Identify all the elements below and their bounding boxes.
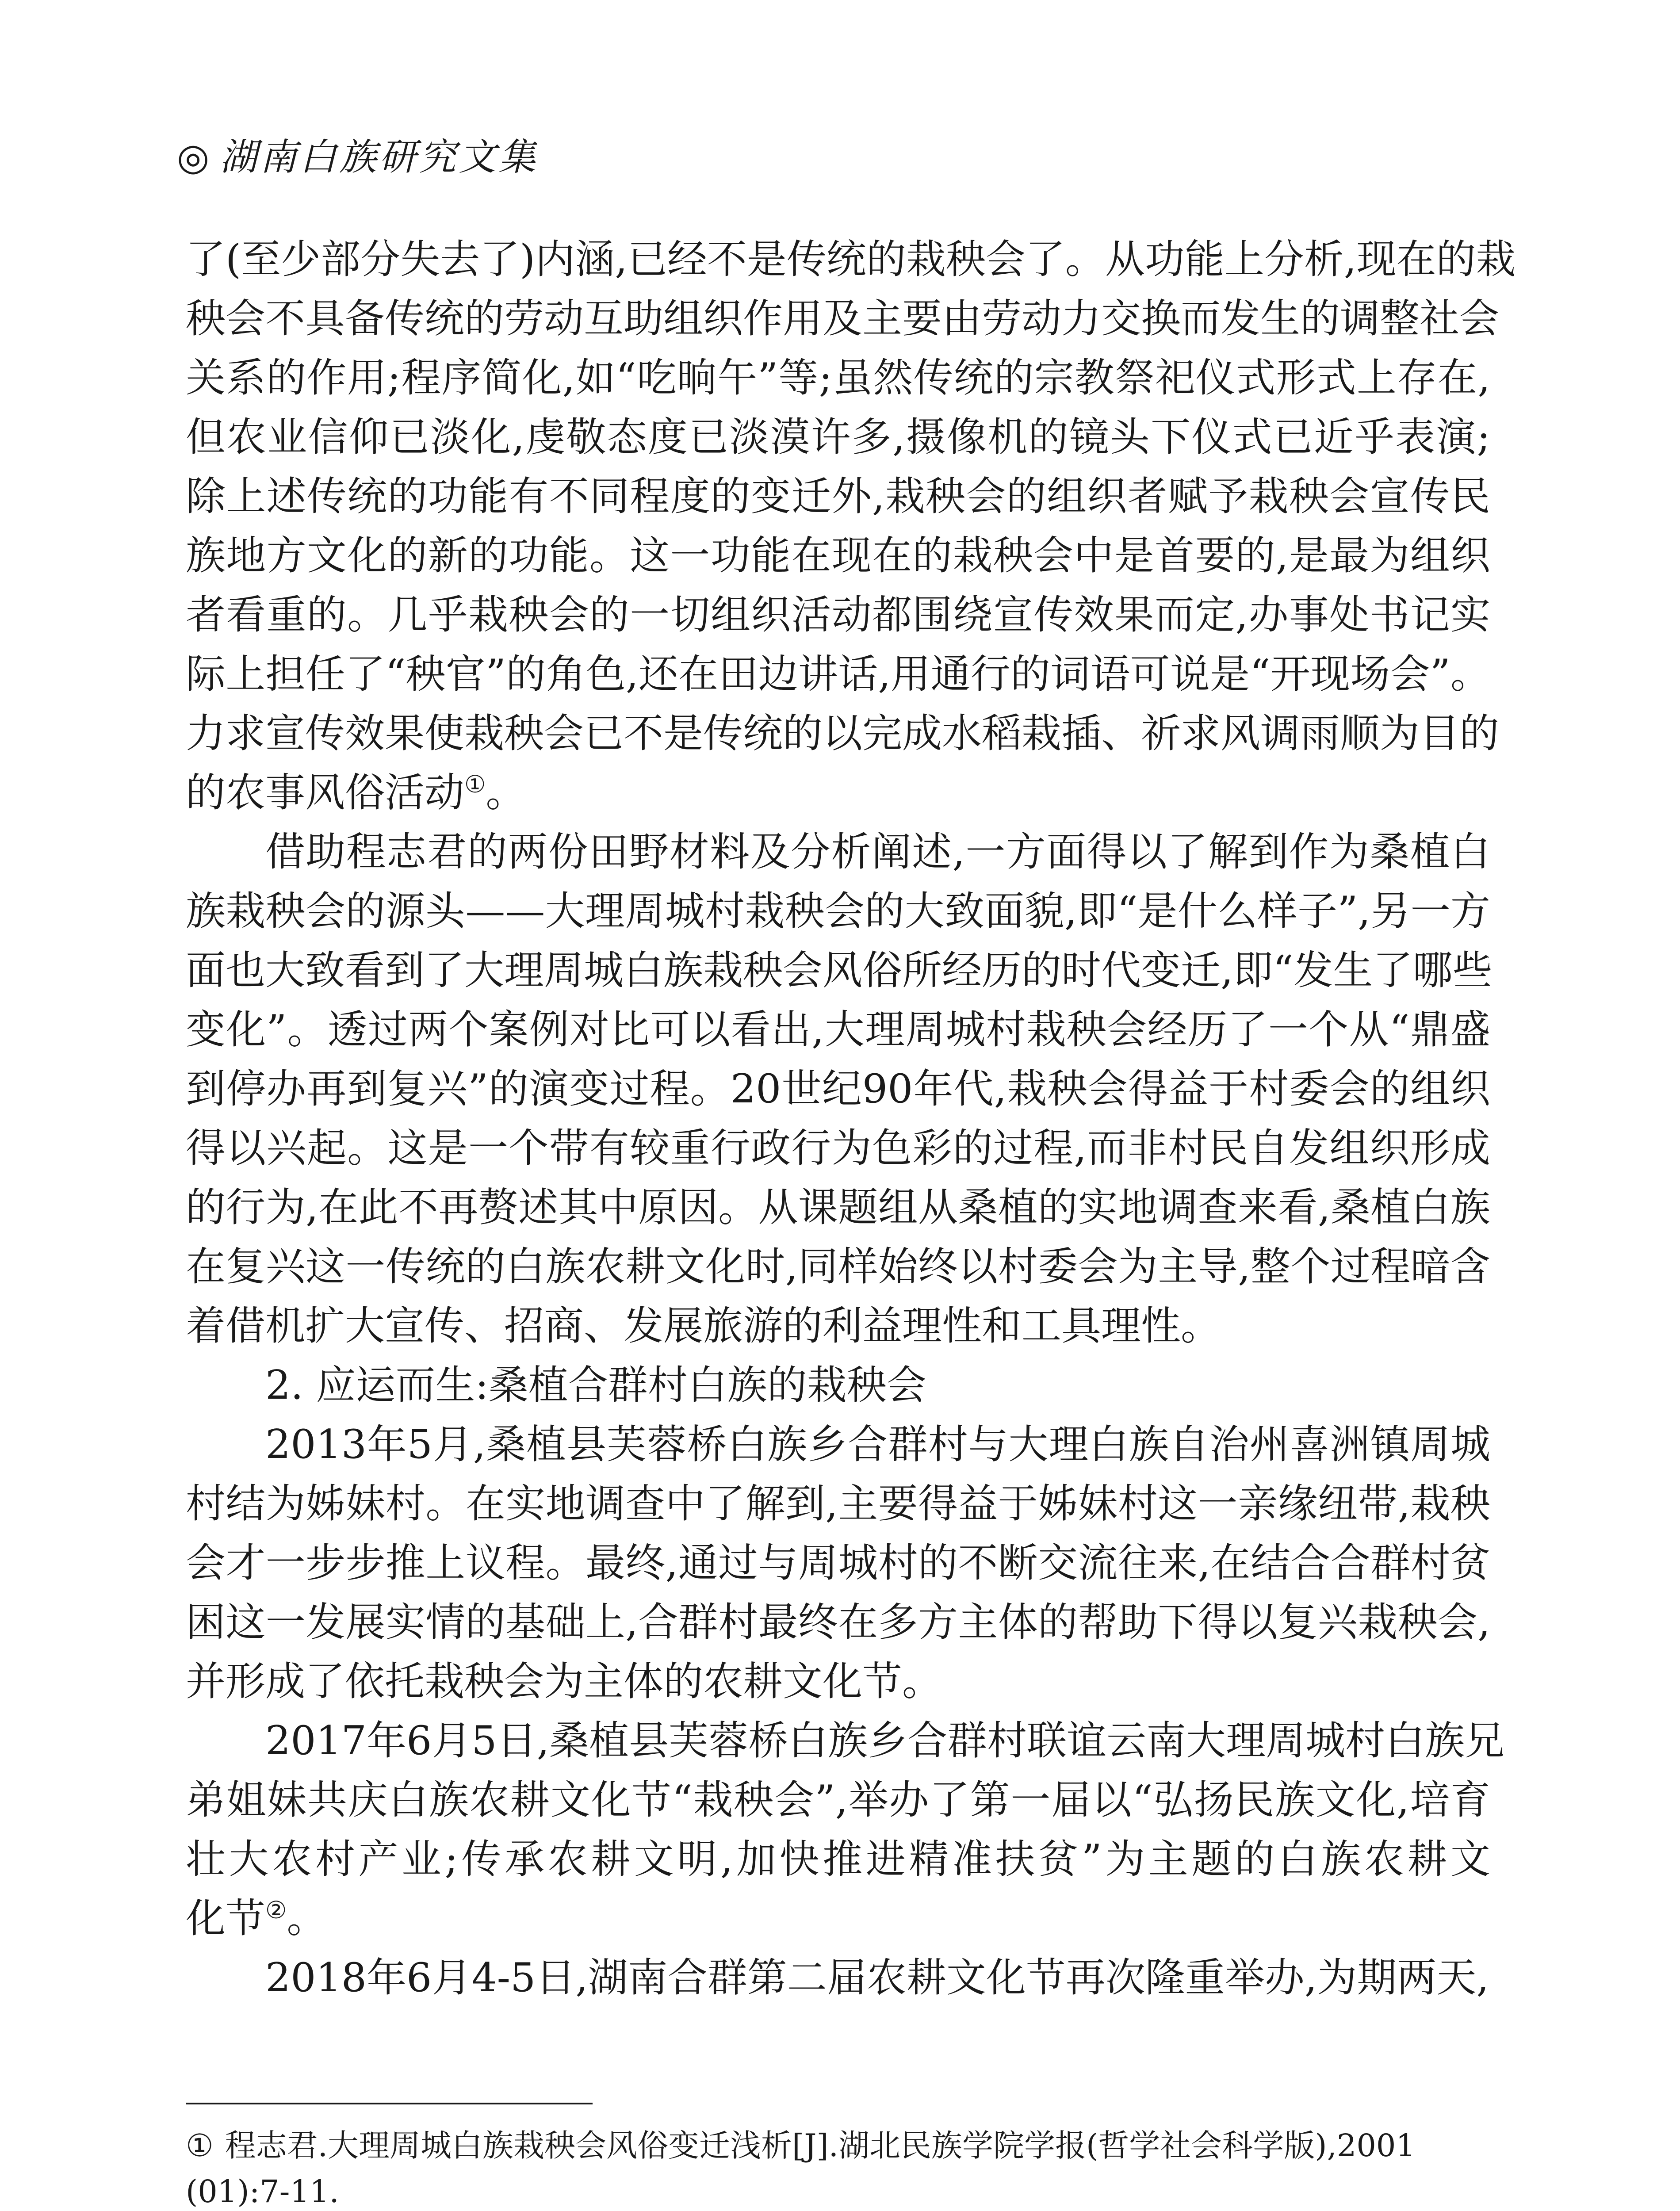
footnote-number: ① xyxy=(186,2127,214,2164)
paragraph-5 xyxy=(186,1948,1490,2008)
text-line: 在复兴这一传统的白族农耕文化时,同样始终以村委会为主导,整个过程暗含 xyxy=(186,1243,1490,1290)
text-line: 壮大农村产业;传承农耕文明,加快推进精准扶贫”为主题的白族农耕文 xyxy=(186,1836,1490,1882)
paragraph-4 xyxy=(186,1711,1505,1948)
text-run: 。 xyxy=(486,769,526,816)
text-line: 力求宣传效果使栽秧会已不是传统的以完成水稻栽插、祈求风调雨顺为目的 xyxy=(186,710,1499,757)
text-line: 到停办再到复兴”的演变过程。20世纪90年代,栽秧会得益于村委会的组织 xyxy=(186,1066,1490,1112)
paragraph-2 xyxy=(186,822,1490,1356)
text-line-last: 着借机扩大宣传、招商、发展旅游的利益理性和工具理性。 xyxy=(186,1303,1221,1349)
footnote-text: 程志君.大理周城白族栽秧会风俗变迁浅析[J].湖北民族学院学报(哲学社会科学版),2001 xyxy=(225,2127,1416,2164)
footnote-divider xyxy=(186,2103,593,2104)
header-circle-mark: ◎ xyxy=(177,135,212,179)
text-line-last: 并形成了依托栽秧会为主体的农耕文化节。 xyxy=(186,1658,942,1705)
text-line: 2017年6月5日,桑植县芙蓉桥白族乡合群村联谊云南大理周城村白族兄 xyxy=(265,1718,1505,1764)
text-line: 弟姐妹共庆白族农耕文化节“栽秧会”,举办了第一届以“弘扬民族文化,培育 xyxy=(186,1777,1490,1823)
running-header xyxy=(177,133,538,181)
text-line: 了(至少部分失去了)内涵,已经不是传统的栽秧会了。从功能上分析,现在的栽 xyxy=(186,236,1516,283)
text-line: 困这一发展实情的基础上,合群村最终在多方主体的帮助下得以复兴栽秧会, xyxy=(186,1599,1490,1645)
text-line: 族栽秧会的源头——大理周城村栽秧会的大致面貌,即“是什么样子”,另一方 xyxy=(186,888,1490,934)
text-line: 2013年5月,桑植县芙蓉桥白族乡合群村与大理白族自治州喜洲镇周城 xyxy=(265,1421,1490,1468)
text-line: 除上述传统的功能有不同程度的变迁外,栽秧会的组织者赋予栽秧会宣传民 xyxy=(186,473,1490,520)
text-line: 变化”。透过两个案例对比可以看出,大理周城村栽秧会经历了一个从“鼎盛 xyxy=(186,1006,1490,1053)
text-line: 者看重的。几乎栽秧会的一切组织活动都围绕宣传效果而定,办事处书记实 xyxy=(186,592,1490,638)
section-subheading xyxy=(186,1356,1490,1415)
text-line: 面也大致看到了大理周城白族栽秧会风俗所经历的时代变迁,即“发生了哪些 xyxy=(186,947,1492,994)
footnote-1 xyxy=(186,2123,1490,2211)
text-line: 会才一步步推上议程。最终,通过与周城村的不断交流往来,在结合合群村贫 xyxy=(186,1540,1490,1586)
footnote-ref-2[interactable]: ② xyxy=(265,1896,287,1924)
text-run: 的农事风俗活动 xyxy=(186,769,464,816)
body-text xyxy=(186,230,1516,2008)
text-line: 借助程志君的两份田野材料及分析阐述,一方面得以了解到作为桑植白 xyxy=(265,829,1490,875)
text-line: 村结为姊妹村。在实地调查中了解到,主要得益于姊妹村这一亲缘纽带,栽秧 xyxy=(186,1480,1490,1527)
header-title: 湖南白族研究文集 xyxy=(220,135,539,179)
text-line: 2018年6月4-5日,湖南合群第二届农耕文化节再次隆重举办,为期两天, xyxy=(265,1955,1489,2001)
text-line: 族地方文化的新的功能。这一功能在现在的栽秧会中是首要的,是最为组织 xyxy=(186,532,1490,579)
text-line: 关系的作用;程序简化,如“吃晌午”等;虽然传统的宗教祭祀仪式形式上存在, xyxy=(186,355,1490,401)
footnote-ref-1[interactable]: ① xyxy=(464,770,486,798)
text-line: 的行为,在此不再赘述其中原因。从课题组从桑植的实地调查来看,桑植白族 xyxy=(186,1184,1490,1231)
footnotes xyxy=(186,2123,1490,2211)
paragraph-3 xyxy=(186,1415,1490,1711)
text-run: 。 xyxy=(287,1895,327,1942)
paragraph-1 xyxy=(186,230,1516,822)
text-line-last xyxy=(186,763,1490,822)
text-run: 化节 xyxy=(186,1895,265,1942)
text-line-last xyxy=(186,1889,1490,1948)
text-line: 秧会不具备传统的劳动互助组织作用及主要由劳动力交换而发生的调整社会 xyxy=(186,295,1499,342)
footnote-line: (01):7-11. xyxy=(186,2173,339,2210)
text-line: 但农业信仰已淡化,虔敬态度已淡漠许多,摄像机的镜头下仪式已近乎表演; xyxy=(186,414,1490,460)
text-line: 得以兴起。这是一个带有较重行政行为色彩的过程,而非村民自发组织形成 xyxy=(186,1125,1490,1171)
subheading-text: 2. 应运而生:桑植合群村白族的栽秧会 xyxy=(265,1362,926,1408)
text-line: 际上担任了“秧官”的角色,还在田边讲话,用通行的词语可说是“开现场会”。 xyxy=(186,651,1490,697)
footnote-line xyxy=(186,2123,1490,2169)
